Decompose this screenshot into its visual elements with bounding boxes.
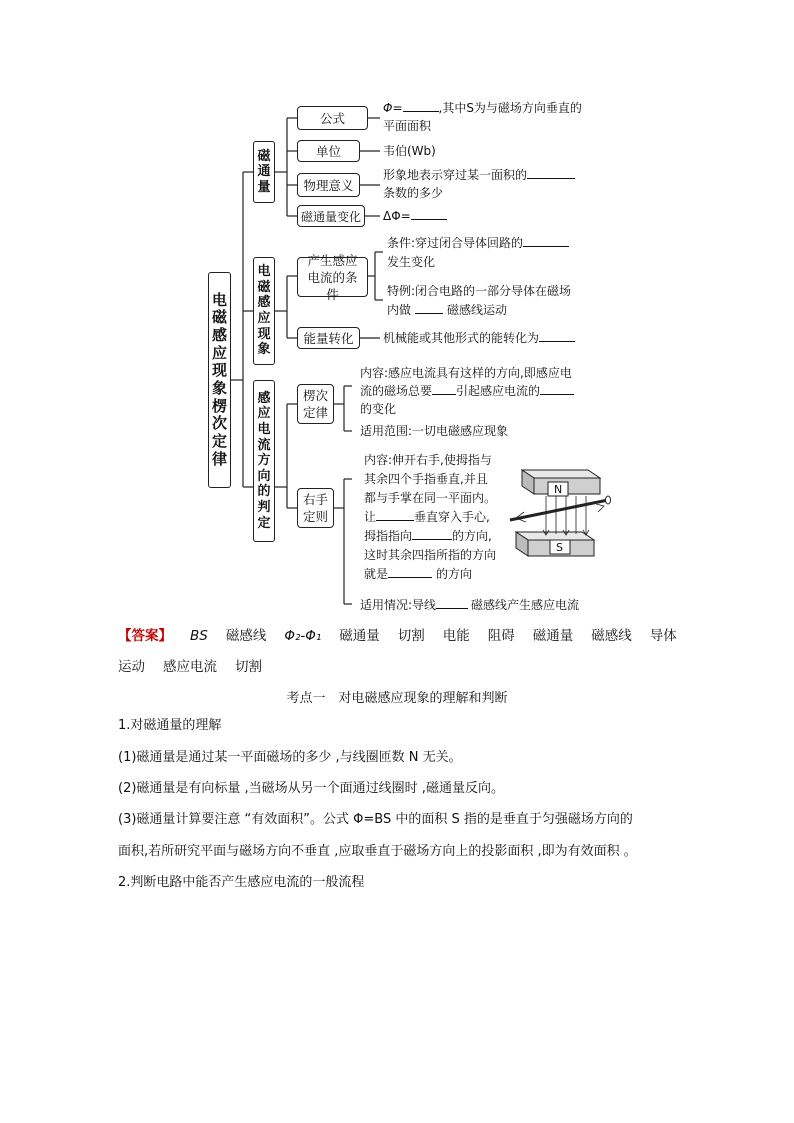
magnet-s-label: S [556,541,563,554]
flux-change-box [297,205,365,227]
flux-change-label: 磁通量变化 [300,209,361,224]
blank [432,382,456,395]
heading-2: 2.判断电路中能否产生感应电流的一般流程 [118,875,365,890]
condition-general [387,234,569,252]
condition-label: 产生感应电流的条件 [307,252,358,302]
blank [388,565,432,578]
paragraph-3a: (3)磁通量计算要注意 “有效面积”。公式 Φ=BS 中的面积 S 指的是垂直于匀强磁场方向的 [118,812,633,827]
meaning-label: 物理意义 [303,178,354,193]
rh-4b: 垂直穿入手心, [414,510,490,524]
lenz-b: 流的磁场总要 [360,384,433,398]
condition-special-c: 磁感线运动 [447,303,508,317]
condition-box [297,252,368,302]
meaning-text-a: 形象地表示穿过某一面积的 [383,168,528,182]
section-title: 考点一 对电磁感应现象的理解和判断 [286,691,508,706]
rh-5a: 拇指指向 [364,529,413,543]
answer-item: BS [190,628,208,644]
rh-5b: 的方向, [452,529,492,543]
rh-line-2: 其余四个手指垂直,并且 [364,472,488,486]
meaning-box [297,173,360,197]
condition-special-2 [387,301,507,319]
magnet-illustration [508,460,612,570]
blank [436,596,468,609]
branch-direction-label: 感应电流方向的判定 [257,390,271,531]
unit-label: 单位 [315,144,341,159]
formula-phi: Φ= [383,101,403,115]
heading-1: 1.对磁通量的理解 [118,718,222,733]
paragraph-3b: 面积,若所研究平面与磁场方向不垂直 ,应取垂直于磁场方向上的投影面积 ,即为有效面积 。 [118,844,637,859]
rh-scope [360,596,579,614]
formula-label: 公式 [319,111,345,126]
lenz-content-3: 的变化 [360,402,397,416]
answer-item: 磁通量 [532,628,574,644]
blank [403,99,439,112]
rh-7b: 的方向 [436,567,473,581]
condition-general-a: 条件:穿过闭合导体回路的 [387,236,524,250]
lenz-content-2 [360,382,574,400]
answer-line-2 [118,655,262,675]
root-node [208,272,243,488]
rh-line-6: 这时其余四指所指的方向 [364,548,497,562]
blank [411,207,447,220]
rh-line-5 [364,527,492,545]
branch-direction [253,380,275,542]
right-hand-box [297,488,334,528]
formula-box [297,106,368,130]
energy-label: 能量转化 [303,331,354,346]
answer-item: 导体 [649,628,677,644]
answer-item: 切割 [397,628,425,644]
answer-item: 感应电流 [163,659,217,675]
rh-7a: 就是 [364,567,389,581]
formula-note: ,其中S为与磁场方向垂直的 [438,101,582,115]
blank [523,234,569,247]
answer-item: 切割 [235,659,262,675]
branch-flux-label: 磁通量 [257,148,271,195]
rh-line-4 [364,508,490,526]
rh-scope-b: 磁感线产生感应电流 [471,598,580,612]
meaning-text-2: 条数的多少 [383,186,444,200]
answer-line-1 [118,624,677,644]
rh-4a: 让 [364,510,377,524]
rh-line-1: 内容:伸开右手,使拇指与 [364,453,492,467]
blank [539,329,575,342]
formula-text [383,99,582,117]
lenz-label: 楞次定律 [302,388,328,420]
condition-special-b: 内做 [387,303,412,317]
answer-item: 阻碍 [487,628,515,644]
blank [527,166,575,179]
condition-general-2: 发生变化 [387,255,436,269]
energy-box [297,327,360,349]
answer-item: 电能 [442,628,470,644]
unit-box [297,140,360,162]
flux-change-text [383,207,447,225]
paragraph-2: (2)磁通量是有向标量 ,当磁场从另一个面通过线圈时 ,磁通量反向。 [118,781,504,796]
lenz-content: 内容:感应电流具有这样的方向,即感应电 [360,366,572,380]
rh-line-7 [364,565,472,583]
magnet-n-label: N [554,483,563,496]
answer-item: 磁感线 [591,628,632,644]
paragraph-1: (1)磁通量是通过某一平面磁场的多少 ,与线圈匝数 N 无关。 [118,750,462,765]
energy-text-a: 机械能或其他形式的能转化为 [383,331,540,345]
rh-line-3: 都与手掌在同一平面内。 [364,491,497,505]
answer-item: 运动 [118,659,145,675]
answer-item: Φ₂-Φ₁ [284,628,322,644]
blank [412,527,452,540]
lenz-scope: 适用范围:一切电磁感应现象 [360,424,509,438]
blank [540,382,574,395]
root-label: 电磁感应现象 楞次定律 [211,290,243,468]
unit-text: 韦伯(Wb) [383,144,436,158]
branch-flux [253,141,275,203]
blank [376,508,414,521]
answer-tag: 【答案】 [118,628,172,644]
rh-scope-a: 适用情况:导线 [360,598,437,612]
branch-phenomenon [253,257,275,365]
answer-item: 磁通量 [339,628,380,644]
answer-item: 磁感线 [225,628,267,644]
flux-change-eq: ΔΦ= [383,209,411,223]
condition-special: 特例:闭合电路的一部分导体在磁场 [387,284,572,298]
blank [415,301,443,314]
energy-text [383,329,575,347]
lenz-box [297,384,334,424]
branch-phenomenon-label: 电磁感应现象 [257,264,271,358]
right-hand-label: 右手定则 [302,492,328,524]
meaning-text [383,166,575,184]
lenz-c: 引起感应电流的 [456,384,541,398]
formula-text-2: 平面面积 [383,119,432,133]
